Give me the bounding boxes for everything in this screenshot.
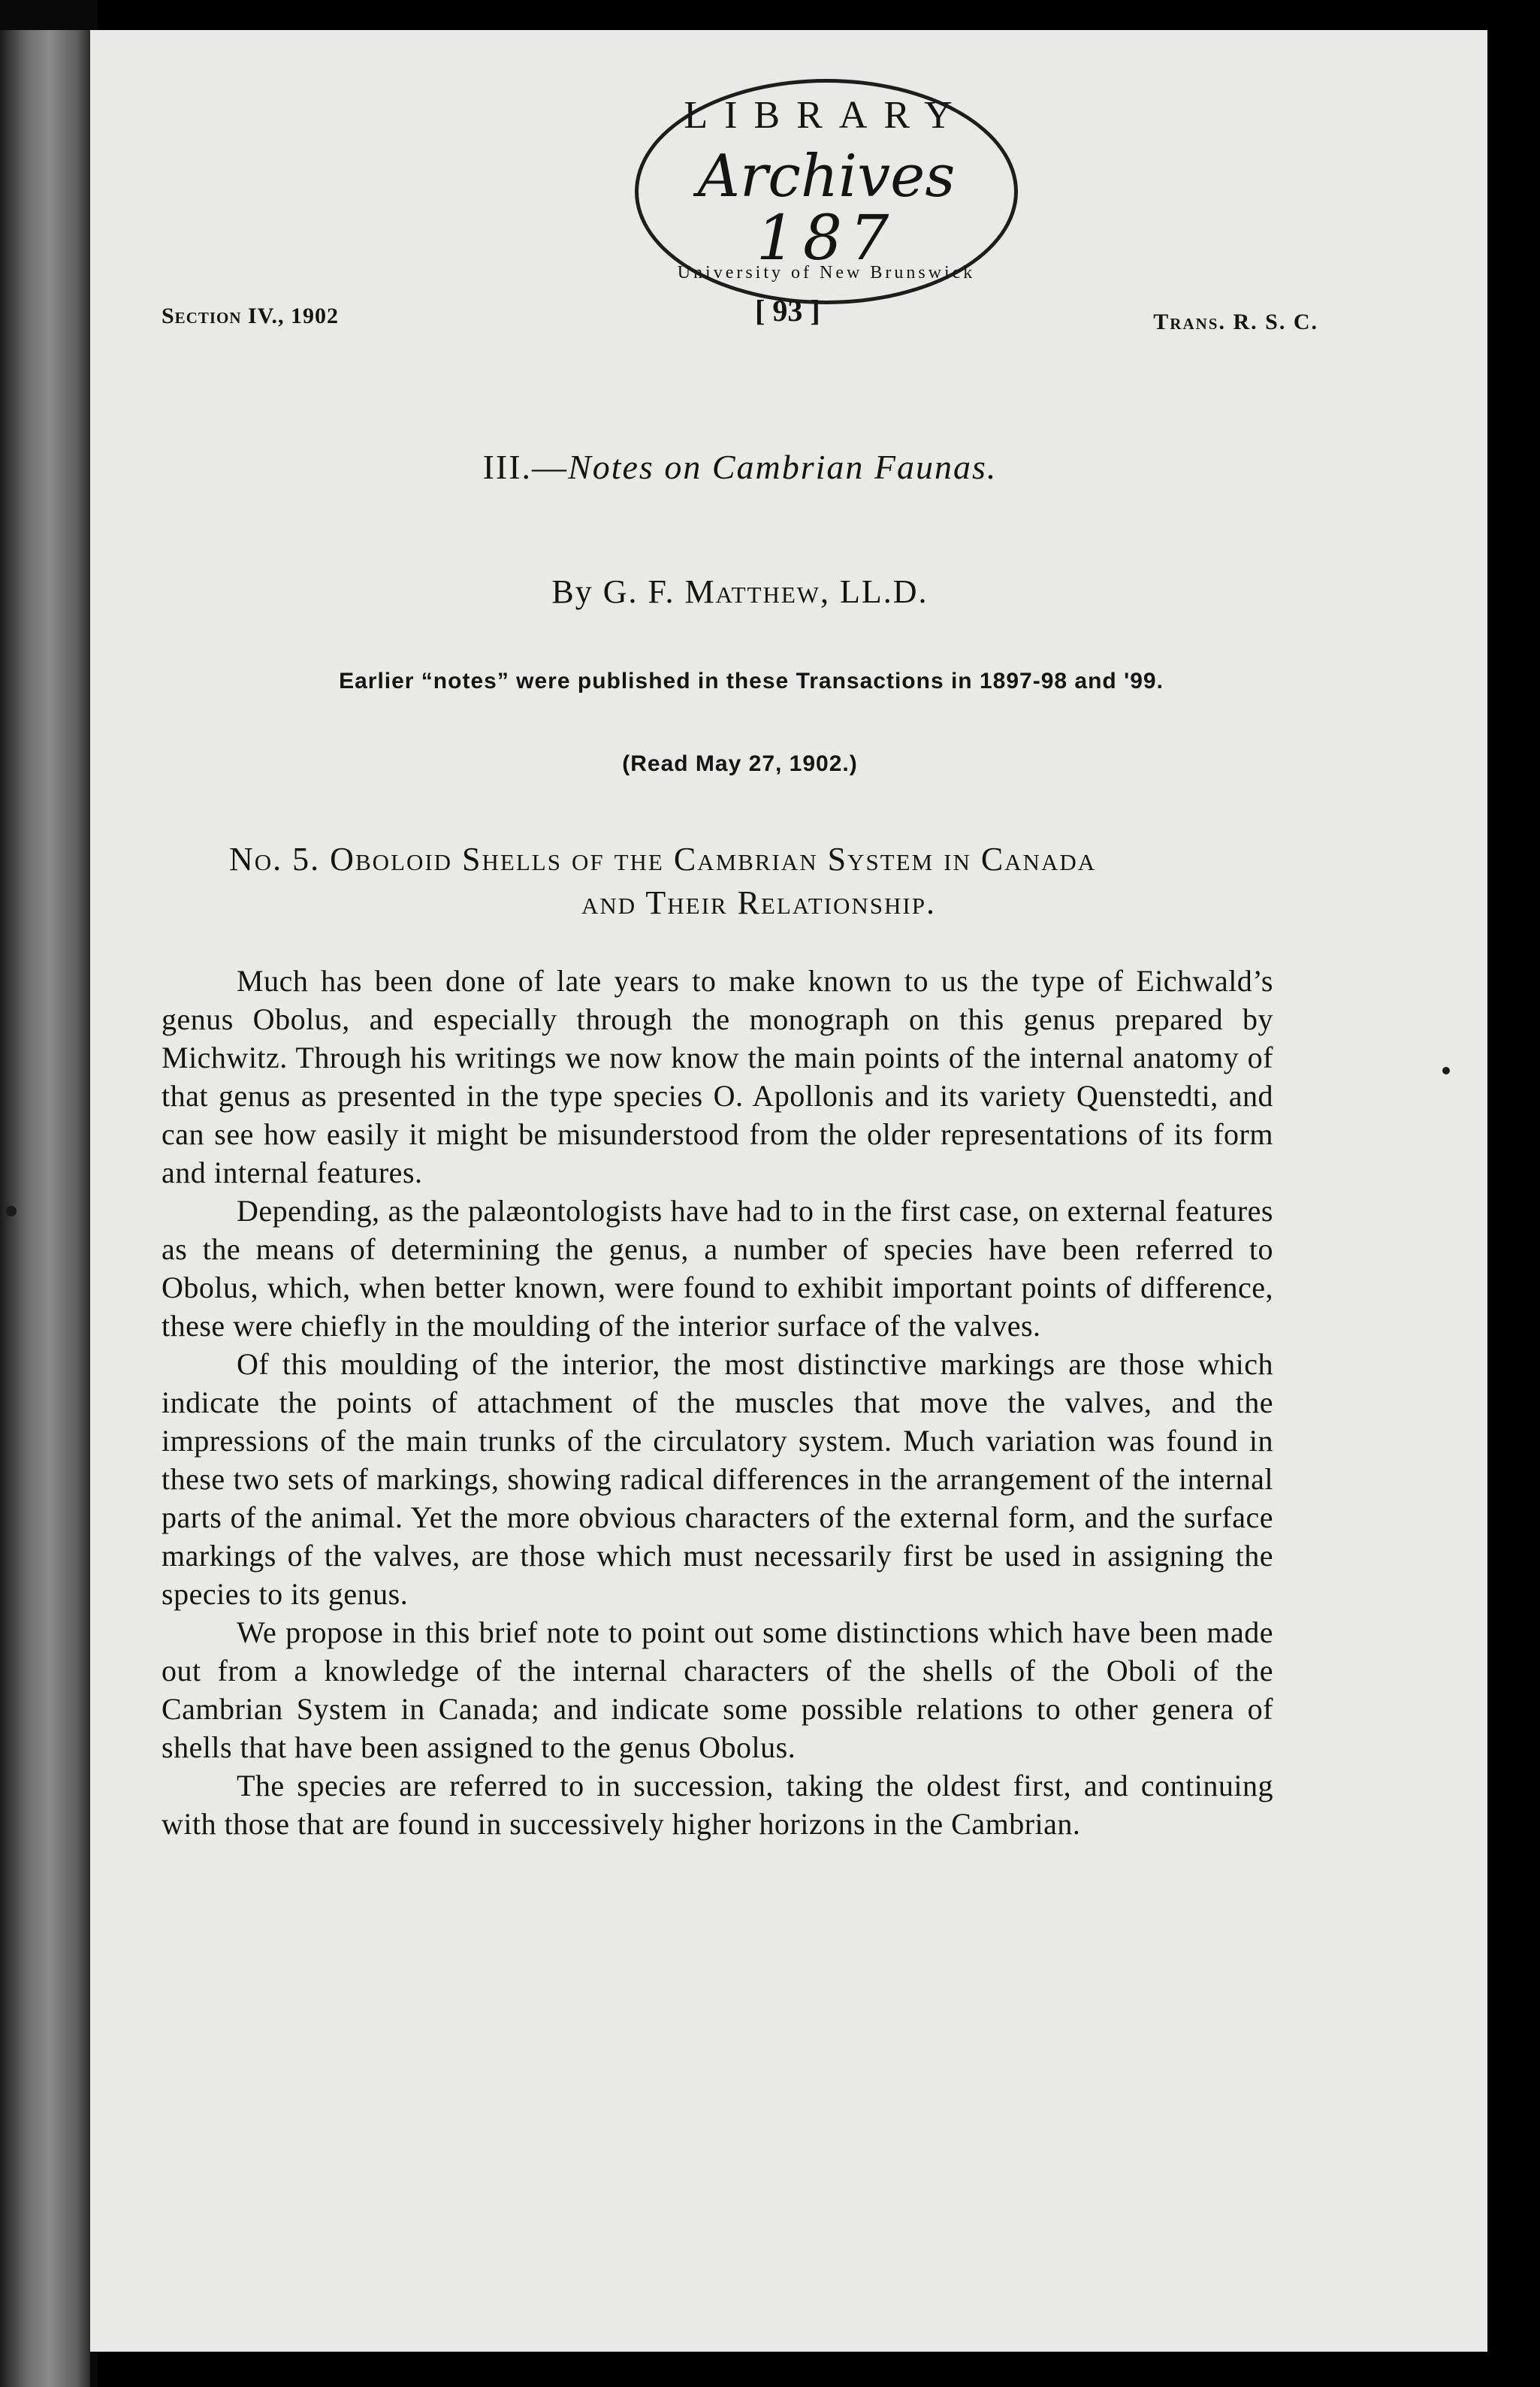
- body-text: [162, 962, 1273, 1843]
- scan-speck: [1442, 1067, 1450, 1074]
- earlier-notes-line: Earlier “notes” were published in these Transactions in 1897-98 and '99.: [339, 669, 1164, 693]
- paragraph: Of this moulding of the interior, the most distinctive markings are those which indicate the points of attachment of the muscles that move the valves, and the impressions of the main trunks of the circulatory system. Much variation was found in these two sets of markings, showing radical differences in the arrangement of the internal parts of the animal. Yet the more obvious characters of the external form, and the surface markings of the valves, are those which must necessarily first be used in assigning the species to its genus.: [162, 1347, 1273, 1611]
- author-prefix: By G. F.: [551, 573, 685, 610]
- document-page: [90, 30, 1487, 2352]
- page-content: [162, 30, 1318, 2352]
- stamp-university-text: University of New Brunswick: [677, 263, 976, 283]
- title-text: Notes on Cambrian Faunas.: [568, 448, 998, 486]
- page-number: [ 93 ]: [755, 294, 820, 328]
- paragraph: The species are referred to in succession, taking the oldest first, and continuing with those that are found in successively higher horizons in the Cambrian.: [162, 1769, 1273, 1841]
- section-heading-line1: No. 5. Oboloid Shells of the Cambrian System in Canada: [229, 841, 1097, 878]
- author-line: [162, 573, 1318, 611]
- paragraph: Much has been done of late years to make known to us the type of Eichwald’s genus Obolus, and especially through the monograph on this genus prepared by Michwitz. Through his writings we now know the main points of the internal anatomy of that genus as presented in the type species O. Apollonis and its variety Quenstedti, and can see how easily it might be misunderstood from the older representations of its form and internal features.: [162, 964, 1273, 1189]
- author-name: Matthew: [684, 573, 821, 610]
- scan-speck: [6, 1206, 17, 1216]
- stamp-handwritten-number: 187: [756, 203, 897, 274]
- article-title: [162, 447, 1318, 487]
- header-section: Section IV., 1902: [162, 304, 340, 328]
- header-journal: Trans. R. S. C.: [1153, 310, 1318, 334]
- paragraph: Depending, as the palæontologists have had to in the first case, on external features as the means of determining the genus, a number of species have been referred to Obolus, which, when better known, were found to exhibit important points of difference, these were chiefly in the moulding of the interior surface of the valves.: [162, 1194, 1273, 1343]
- section-heading-line2: and Their Relationship.: [581, 884, 936, 921]
- read-date: (Read May 27, 1902.): [622, 751, 858, 776]
- stamp-library-text: LIBRARY: [684, 94, 969, 137]
- running-header: [162, 293, 1318, 338]
- paragraph: We propose in this brief note to point out some distinctions which have been made out from a knowledge of the internal characters of the shells of the Oboli of the Cambrian System in Canada; and indicate some possible relations to other genera of shells that have been assigned to the genus Obolus.: [162, 1615, 1273, 1764]
- title-number: III.—: [482, 448, 569, 486]
- author-suffix: , LL.D.: [820, 573, 929, 610]
- section-heading: [229, 838, 1318, 925]
- library-stamp: [635, 79, 1018, 304]
- stamp-handwritten-archives: Archives: [697, 143, 956, 210]
